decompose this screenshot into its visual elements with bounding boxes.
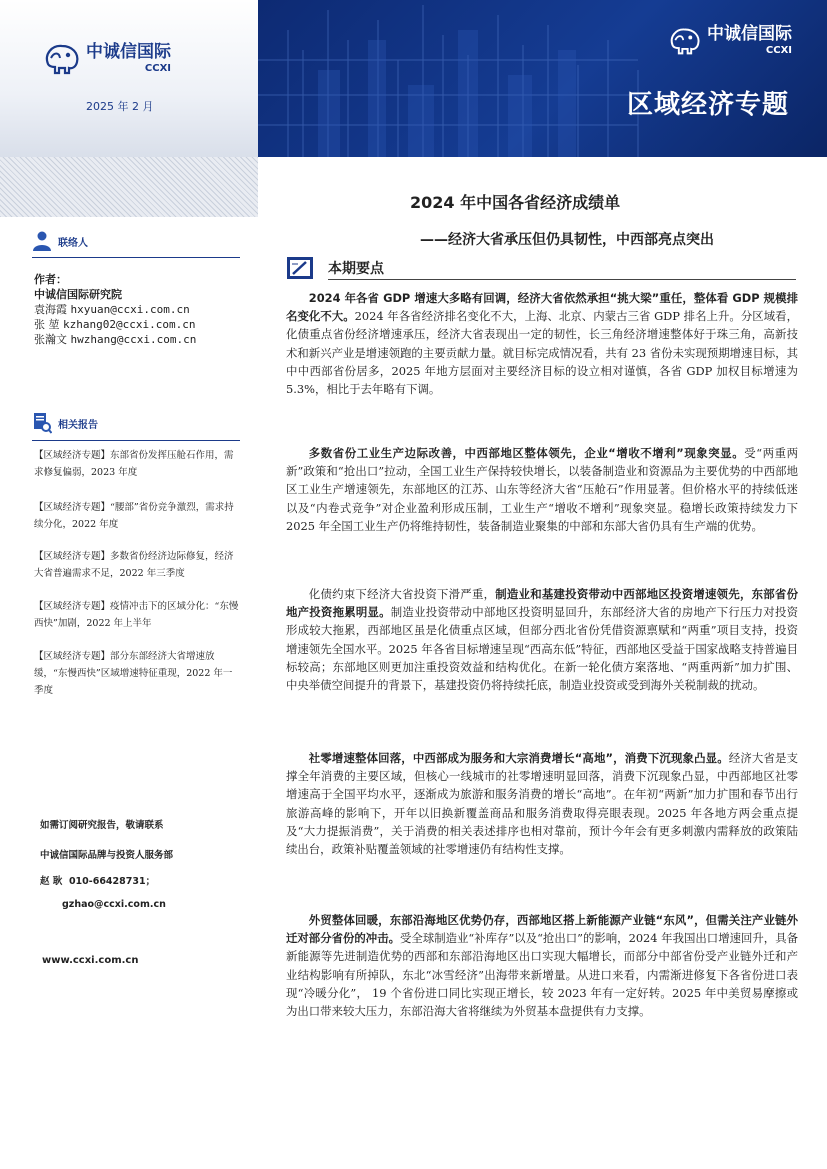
contact-name: 赵 耿	[40, 876, 63, 887]
subscribe-line: 如需订阅研究报告，敬请联系	[40, 820, 164, 831]
key-point-body: 2024 年各省经济排名变化不大，上海、北京、内蒙古三省 GDP 排名上升。分区域看，化债重点省份经济增速承压，经济大省表现出一定的韧性，长三角经济增速整体好于珠三角，高新技术和新兴产业是增速领跑的主要贡献力量。就目标完成情况看，共有 23 省份未实现预期增速目标，其中中西部省份居多，2025 年地方层面对主要经济目标的设立相对谨慎，各省 GDP 加权目标增速为 5.3%，相比于去年略有下调。	[286, 309, 798, 397]
key-point-body: 受全球制造业“补库存”以及“抢出口”的影响，2024 年我国出口增速回升，具备新能源等先进制造优势的西部和东部沿海地区出口实现大幅增长，而部分中部省份受产业链外迁和产业结构影响有所掉队，东北“冰雪经济”出海带来新增量。从进口来看，内需渐进修复下各省份进口表现“冷暖分化”， 19 个省份进口同比实现正增长，较 2023 年有一定好转。2025 年中美贸易摩擦或为出口带来较大压力，东部沿海大省将继续为外贸基本盘提供有力支撑。	[286, 931, 798, 1019]
author-row	[34, 317, 196, 332]
section-heading	[286, 256, 384, 280]
related-reports-heading	[32, 412, 98, 434]
document-search-icon	[32, 412, 52, 434]
report-subtitle: ——经济大省承压但仍具韧性，中西部亮点突出	[420, 232, 714, 248]
key-point-body: 制造业投资带动中部地区投资明显回升，东部经济大省的房地产下行压力对投资形成较大拖累，西部地区虽是化债重点区域，但部分西北省份凭借资源禀赋和“两重”项目支持，投资增速领先全国水平。2025 年各省目标增速呈现“西高东低”特征，西部地区受益于国家战略支持普遍目标较高；东部地区则更加注重投资效益和结构优化。在新一轮化债方案落地、“两重两新”加力扩围、中央举债空间提升的背景下，基建投资仍将持续托底，制造业投资或受到海外关税制裁的扰动。	[286, 605, 798, 693]
section-title: 本期要点	[328, 261, 384, 277]
author-name: 张 堃	[34, 318, 60, 331]
report-date: 2025 年 2 月	[86, 100, 154, 113]
sidebar	[0, 157, 258, 1169]
author-email[interactable]: hxyuan@ccxi.com.cn	[70, 303, 190, 316]
authors-label: 作者：	[34, 273, 67, 286]
sidebar-pattern-strip	[0, 157, 258, 217]
key-point-body: 受“两重两新”政策和“抢出口”拉动，全国工业生产保持较快增长，以装备制造业和资源品为主要优势的中西部地区工业生产增速领先，东部地区的江苏、山东等经济大省“压舱石”作用显著。但价格水平的持续低迷以及“内卷式竞争”对企业盈利形成压制，工业生产“增收不增利”现象突显。稳增长政策持续发力下 2025 年全国工业生产仍将维持韧性，装备制造业聚集的中部和东部大省仍具有生产端的优势。	[286, 446, 798, 533]
header-banner	[258, 0, 827, 157]
series-title: 区域经济专题	[626, 90, 789, 120]
notepad-pen-icon	[286, 256, 314, 280]
header-left-panel	[0, 0, 258, 157]
logo-en-text: CCXI	[144, 63, 171, 74]
key-point-lead: 2024 年各省 GDP 增速大多略有回调，经济大省依然承担“挑大梁”重任，整体看 GDP 规模排名变化不大。	[286, 291, 798, 324]
author-name: 袁海霞	[34, 303, 67, 316]
related-reports-label: 相关报告	[58, 419, 98, 431]
author-email[interactable]: kzhang02@ccxi.com.cn	[63, 318, 196, 331]
divider	[328, 279, 796, 280]
author-email[interactable]: hwzhang@ccxi.com.cn	[70, 333, 197, 346]
author-name: 张瀚文	[34, 333, 67, 346]
key-point-paragraph	[286, 289, 798, 398]
ccxi-logo-banner	[667, 26, 792, 56]
author-row	[34, 302, 196, 317]
page-header	[0, 0, 827, 157]
related-report-link[interactable]: 【区域经济专题】疫情冲击下的区域分化：“东慢西快”加剧，2022 年上半年	[34, 601, 239, 629]
contact-heading	[32, 230, 88, 252]
key-point-paragraph	[286, 444, 798, 535]
contact-label: 联络人	[58, 237, 88, 249]
divider	[32, 440, 240, 441]
divider	[32, 257, 240, 258]
key-point-paragraph	[286, 749, 798, 858]
subscribe-contact	[40, 873, 155, 887]
key-point-lead: 外贸整体回暖，东部沿海地区优势仍存，西部地区搭上新能源产业链“东风”，但需关注产业链外迁对部分省份的冲击。	[286, 913, 798, 946]
person-icon	[32, 230, 52, 252]
subscribe-dept: 中诚信国际品牌与投资人服务部	[40, 850, 174, 861]
related-report-link[interactable]: 【区域经济专题】多数省份经济边际修复，经济大省普遍需求不足，2022 年三季度	[34, 551, 234, 579]
key-point-lead: 制造业和基建投资带动中西部地区投资增速领先，东部省份地产投资拖累明显。	[286, 587, 798, 620]
author-row	[34, 332, 196, 347]
key-point-lead: 社零增速整体回落，中西部成为服务和大宗消费增长“高地”，消费下沉现象凸显。	[308, 751, 729, 765]
authors-block	[34, 272, 196, 347]
logo-cn-text: 中诚信国际	[707, 24, 792, 44]
key-point-lead: 多数省份工业生产边际改善，中西部地区整体领先，企业“增收不增利”现象突显。	[308, 446, 745, 460]
key-point-paragraph	[286, 585, 798, 694]
elephant-logo-icon	[667, 26, 703, 56]
report-title: 2024 年中国各省经济成绩单	[410, 193, 621, 212]
logo-en-text: CCXI	[765, 45, 792, 56]
logo-cn-text: 中诚信国际	[86, 42, 171, 62]
key-point-body: 经济大省是支撑全年消费的主要区域，但核心一线城市的社零增速明显回落，消费下沉现象凸显，中西部地区社零增速高于全国平均水平，逐渐成为旅游和服务消费的增长“高地”。在年初“两新”加力扩围和春节出行旅游高峰的影响下，开年以旧换新覆盖商品和服务消费取得亮眼表现。2025 年各地方两会重点提及“大力提振消费”，关于消费的相关表述排序也相对靠前，预计今年会有更多刺激内需释放的政策陆续出台，政策补贴覆盖领域的社零增速仍有结构性支撑。	[286, 751, 798, 857]
author-org: 中诚信国际研究院	[34, 288, 122, 301]
contact-phone: 010-66428731；	[68, 876, 156, 887]
related-report-link[interactable]: 【区域经济专题】部分东部经济大省增速放缓，“东慢西快”区域增速特征重现，2022 年一季度	[34, 651, 233, 696]
website-link[interactable]: www.ccxi.com.cn	[42, 955, 139, 966]
elephant-logo-icon	[42, 42, 82, 76]
ccxi-logo	[42, 42, 171, 76]
key-point-pre: 化债约束下经济大省投资下滑严重，	[308, 587, 496, 601]
key-point-paragraph	[286, 911, 798, 1020]
related-report-link[interactable]: 【区域经济专题】东部省份发挥压舱石作用，需求修复偏弱，2023 年度	[34, 450, 234, 478]
related-report-link[interactable]: 【区域经济专题】“腰部”省份竞争激烈，需求持续分化，2022 年度	[34, 502, 234, 530]
contact-email[interactable]: gzhao@ccxi.com.cn	[62, 899, 166, 910]
